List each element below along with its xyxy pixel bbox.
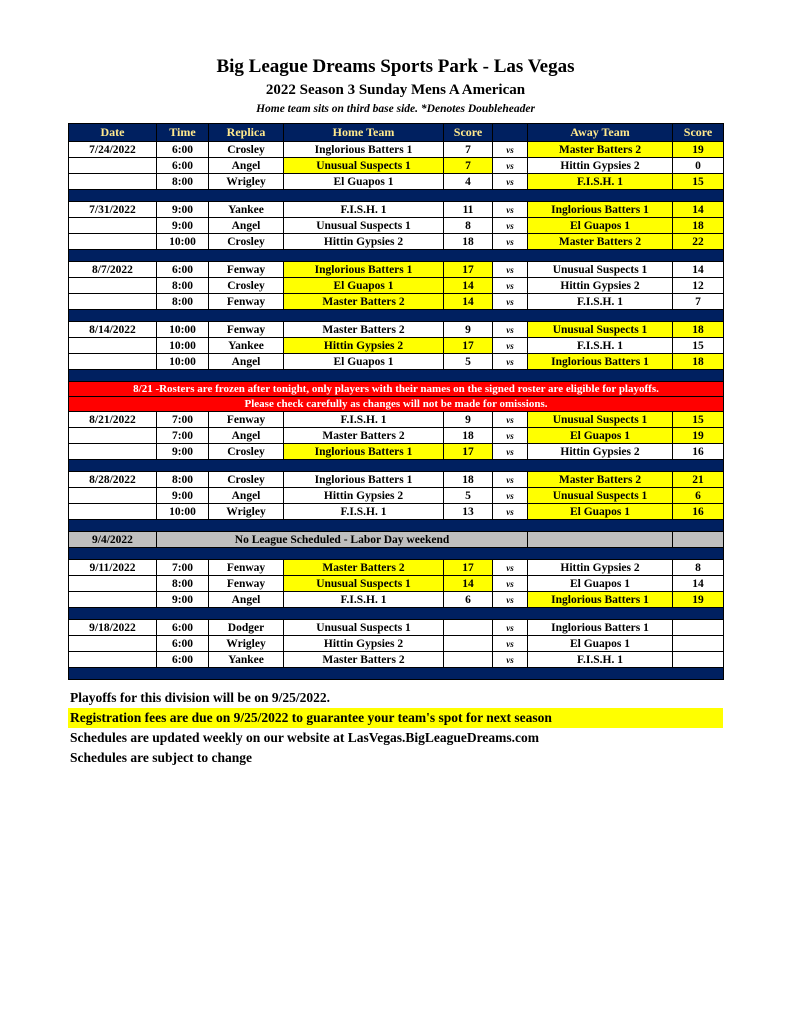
separator-row	[69, 190, 724, 202]
date-cell	[69, 428, 157, 444]
vs-label: vs	[493, 472, 528, 488]
date-cell	[69, 234, 157, 250]
vs-label: vs	[493, 412, 528, 428]
game-row	[69, 472, 724, 488]
home-team-cell: Master Batters 2	[284, 294, 444, 310]
date-cell: 8/21/2022	[69, 412, 157, 428]
home-score-cell: 14	[444, 278, 493, 294]
vs-label: vs	[493, 354, 528, 370]
game-row	[69, 338, 724, 354]
no-league-text: No League Scheduled - Labor Day weekend	[157, 532, 528, 548]
game-row	[69, 174, 724, 190]
home-score-cell: 11	[444, 202, 493, 218]
away-score-cell: 18	[673, 322, 724, 338]
home-score-cell: 14	[444, 576, 493, 592]
away-score-cell	[673, 652, 724, 668]
home-score-cell: 13	[444, 504, 493, 520]
home-score-cell: 17	[444, 444, 493, 460]
date-cell: 9/11/2022	[69, 560, 157, 576]
replica-cell: Crosley	[209, 444, 284, 460]
away-team-cell: Inglorious Batters 1	[528, 592, 673, 608]
away-team-cell: Hittin Gypsies 2	[528, 560, 673, 576]
game-row	[69, 636, 724, 652]
home-team-cell: Unusual Suspects 1	[284, 576, 444, 592]
replica-cell: Yankee	[209, 338, 284, 354]
time-cell: 8:00	[157, 174, 209, 190]
time-cell: 6:00	[157, 142, 209, 158]
away-team-cell: Unusual Suspects 1	[528, 322, 673, 338]
home-team-cell: Master Batters 2	[284, 652, 444, 668]
away-team-cell: F.I.S.H. 1	[528, 174, 673, 190]
game-row	[69, 202, 724, 218]
home-score-cell: 17	[444, 262, 493, 278]
vs-label: vs	[493, 652, 528, 668]
away-score-cell	[673, 636, 724, 652]
table-header-cell-2: Replica	[209, 124, 284, 142]
time-cell: 6:00	[157, 620, 209, 636]
away-score-cell: 19	[673, 428, 724, 444]
time-cell: 10:00	[157, 338, 209, 354]
home-team-cell: Inglorious Batters 1	[284, 472, 444, 488]
home-team-note: Home team sits on third base side. *Denotes Doubleheader	[256, 103, 535, 115]
vs-label: vs	[493, 202, 528, 218]
replica-cell: Yankee	[209, 652, 284, 668]
vs-label: vs	[493, 444, 528, 460]
away-score-cell: 8	[673, 560, 724, 576]
time-cell: 10:00	[157, 354, 209, 370]
date-cell	[69, 278, 157, 294]
replica-cell: Fenway	[209, 560, 284, 576]
date-cell	[69, 504, 157, 520]
home-score-cell: 7	[444, 158, 493, 174]
vs-label: vs	[493, 322, 528, 338]
separator-row	[69, 520, 724, 532]
away-team-cell: Inglorious Batters 1	[528, 354, 673, 370]
replica-cell: Fenway	[209, 294, 284, 310]
replica-cell: Yankee	[209, 202, 284, 218]
away-team-cell: F.I.S.H. 1	[528, 338, 673, 354]
away-score-cell: 12	[673, 278, 724, 294]
away-score-cell: 0	[673, 158, 724, 174]
away-score-cell: 14	[673, 576, 724, 592]
away-team-cell: Hittin Gypsies 2	[528, 444, 673, 460]
vs-label: vs	[493, 488, 528, 504]
home-team-cell: F.I.S.H. 1	[284, 592, 444, 608]
replica-cell: Angel	[209, 158, 284, 174]
home-team-cell: El Guapos 1	[284, 278, 444, 294]
date-cell	[69, 294, 157, 310]
footer-line: Playoffs for this division will be on 9/25/2022.	[70, 690, 331, 705]
replica-cell: Fenway	[209, 576, 284, 592]
home-team-cell: Unusual Suspects 1	[284, 158, 444, 174]
away-team-cell: Master Batters 2	[528, 234, 673, 250]
away-team-cell: El Guapos 1	[528, 636, 673, 652]
table-header-cell-6: Away Team	[528, 124, 673, 142]
game-row	[69, 652, 724, 668]
roster-banner-row	[69, 397, 724, 412]
date-cell: 9/18/2022	[69, 620, 157, 636]
date-cell	[69, 338, 157, 354]
page-title: Big League Dreams Sports Park - Las Vegas	[216, 56, 575, 77]
away-team-cell: Unusual Suspects 1	[528, 262, 673, 278]
replica-cell: Dodger	[209, 620, 284, 636]
time-cell: 9:00	[157, 592, 209, 608]
separator-bar	[69, 370, 724, 382]
away-score-cell: 16	[673, 504, 724, 520]
date-cell	[69, 218, 157, 234]
time-cell: 7:00	[157, 412, 209, 428]
table-header-row	[69, 124, 724, 142]
vs-label: vs	[493, 142, 528, 158]
home-score-cell: 5	[444, 354, 493, 370]
home-score-cell: 18	[444, 234, 493, 250]
time-cell: 8:00	[157, 576, 209, 592]
away-team-cell: Unusual Suspects 1	[528, 412, 673, 428]
vs-label: vs	[493, 294, 528, 310]
home-team-cell: F.I.S.H. 1	[284, 202, 444, 218]
date-cell: 8/14/2022	[69, 322, 157, 338]
home-score-cell: 7	[444, 142, 493, 158]
game-row	[69, 262, 724, 278]
date-cell: 7/24/2022	[69, 142, 157, 158]
home-team-cell: Hittin Gypsies 2	[284, 234, 444, 250]
game-row	[69, 322, 724, 338]
footer-line: Registration fees are due on 9/25/2022 to guarantee your team's spot for next season	[68, 708, 723, 728]
date-cell	[69, 652, 157, 668]
home-team-cell: F.I.S.H. 1	[284, 412, 444, 428]
time-cell: 8:00	[157, 294, 209, 310]
vs-label: vs	[493, 262, 528, 278]
replica-cell: Angel	[209, 592, 284, 608]
away-score-cell: 19	[673, 592, 724, 608]
roster-banner-row	[69, 382, 724, 397]
home-score-cell: 5	[444, 488, 493, 504]
footer-line: Schedules are subject to change	[70, 750, 252, 765]
replica-cell: Crosley	[209, 142, 284, 158]
away-team-cell: El Guapos 1	[528, 428, 673, 444]
separator-bar	[69, 668, 724, 680]
date-cell	[69, 592, 157, 608]
replica-cell: Crosley	[209, 472, 284, 488]
game-row	[69, 218, 724, 234]
time-cell: 9:00	[157, 488, 209, 504]
away-score-cell: 16	[673, 444, 724, 460]
home-score-cell: 6	[444, 592, 493, 608]
home-team-cell: Inglorious Batters 1	[284, 142, 444, 158]
footer-notes	[68, 688, 723, 768]
home-score-cell: 18	[444, 428, 493, 444]
vs-label: vs	[493, 338, 528, 354]
game-row	[69, 576, 724, 592]
time-cell: 8:00	[157, 278, 209, 294]
time-cell: 7:00	[157, 560, 209, 576]
home-team-cell: Inglorious Batters 1	[284, 444, 444, 460]
vs-label: vs	[493, 560, 528, 576]
game-row	[69, 444, 724, 460]
away-team-cell: Inglorious Batters 1	[528, 620, 673, 636]
game-row	[69, 278, 724, 294]
home-team-cell: Hittin Gypsies 2	[284, 338, 444, 354]
away-score-cell: 21	[673, 472, 724, 488]
home-team-cell: El Guapos 1	[284, 174, 444, 190]
table-header-cell-0: Date	[69, 124, 157, 142]
replica-cell: Angel	[209, 488, 284, 504]
away-score-cell: 18	[673, 354, 724, 370]
time-cell: 10:00	[157, 322, 209, 338]
home-score-cell: 4	[444, 174, 493, 190]
away-team-cell: F.I.S.H. 1	[528, 652, 673, 668]
home-score-cell: 18	[444, 472, 493, 488]
home-team-cell: Master Batters 2	[284, 322, 444, 338]
game-row	[69, 592, 724, 608]
home-score-cell	[444, 636, 493, 652]
replica-cell: Angel	[209, 354, 284, 370]
date-cell	[69, 636, 157, 652]
replica-cell: Angel	[209, 428, 284, 444]
home-score-cell: 8	[444, 218, 493, 234]
vs-label: vs	[493, 234, 528, 250]
separator-row	[69, 460, 724, 472]
replica-cell: Crosley	[209, 278, 284, 294]
home-team-cell: Unusual Suspects 1	[284, 218, 444, 234]
time-cell: 6:00	[157, 636, 209, 652]
game-row	[69, 504, 724, 520]
home-team-cell: Inglorious Batters 1	[284, 262, 444, 278]
schedule-table-body	[69, 142, 724, 680]
date-cell	[69, 354, 157, 370]
game-row	[69, 412, 724, 428]
time-cell: 10:00	[157, 504, 209, 520]
separator-row	[69, 608, 724, 620]
home-score-cell: 17	[444, 560, 493, 576]
away-team-cell: Hittin Gypsies 2	[528, 158, 673, 174]
date-cell	[69, 174, 157, 190]
schedule-table	[68, 123, 724, 680]
time-cell: 6:00	[157, 158, 209, 174]
vs-label: vs	[493, 278, 528, 294]
separator-row	[69, 668, 724, 680]
date-cell	[69, 444, 157, 460]
replica-cell: Angel	[209, 218, 284, 234]
separator-bar	[69, 190, 724, 202]
vs-label: vs	[493, 218, 528, 234]
home-team-cell: El Guapos 1	[284, 354, 444, 370]
home-score-cell: 14	[444, 294, 493, 310]
time-cell: 8:00	[157, 472, 209, 488]
away-score-cell: 18	[673, 218, 724, 234]
no-league-row	[69, 532, 724, 548]
away-team-cell: Hittin Gypsies 2	[528, 278, 673, 294]
away-score-cell: 22	[673, 234, 724, 250]
time-cell: 9:00	[157, 202, 209, 218]
away-team-cell: Master Batters 2	[528, 142, 673, 158]
separator-bar	[69, 548, 724, 560]
away-score-cell: 15	[673, 338, 724, 354]
vs-label: vs	[493, 174, 528, 190]
home-score-cell: 9	[444, 412, 493, 428]
date-cell	[69, 158, 157, 174]
date-cell: 7/31/2022	[69, 202, 157, 218]
away-team-cell: El Guapos 1	[528, 576, 673, 592]
away-team-cell: Inglorious Batters 1	[528, 202, 673, 218]
time-cell: 9:00	[157, 444, 209, 460]
away-team-cell: El Guapos 1	[528, 504, 673, 520]
replica-cell: Wrigley	[209, 504, 284, 520]
game-row	[69, 354, 724, 370]
home-team-cell: F.I.S.H. 1	[284, 504, 444, 520]
home-team-cell: Master Batters 2	[284, 428, 444, 444]
home-team-cell: Master Batters 2	[284, 560, 444, 576]
home-score-cell: 17	[444, 338, 493, 354]
away-team-cell: El Guapos 1	[528, 218, 673, 234]
roster-banner-text: Please check carefully as changes will not be made for omissions.	[69, 397, 724, 412]
away-score-cell: 15	[673, 412, 724, 428]
date-cell: 9/4/2022	[69, 532, 157, 548]
game-row	[69, 234, 724, 250]
game-row	[69, 294, 724, 310]
date-cell: 8/28/2022	[69, 472, 157, 488]
table-header-vs-spacer	[493, 124, 528, 142]
away-score-cell: 19	[673, 142, 724, 158]
away-score-cell	[673, 620, 724, 636]
replica-cell: Fenway	[209, 322, 284, 338]
away-score-cell: 6	[673, 488, 724, 504]
away-team-cell	[528, 532, 673, 548]
vs-label: vs	[493, 636, 528, 652]
table-header-cell-7: Score	[673, 124, 724, 142]
separator-row	[69, 250, 724, 262]
home-score-cell	[444, 652, 493, 668]
date-cell	[69, 576, 157, 592]
date-cell	[69, 488, 157, 504]
table-header-cell-3: Home Team	[284, 124, 444, 142]
roster-banner-text: 8/21 -Rosters are frozen after tonight, only players with their names on the signed roster are eligible for playoffs.	[69, 382, 724, 397]
vs-label: vs	[493, 428, 528, 444]
separator-bar	[69, 460, 724, 472]
table-header-cell-1: Time	[157, 124, 209, 142]
away-score-cell: 14	[673, 202, 724, 218]
away-team-cell: Unusual Suspects 1	[528, 488, 673, 504]
game-row	[69, 158, 724, 174]
separator-row	[69, 370, 724, 382]
vs-label: vs	[493, 158, 528, 174]
away-score-cell: 15	[673, 174, 724, 190]
time-cell: 6:00	[157, 262, 209, 278]
replica-cell: Wrigley	[209, 636, 284, 652]
time-cell: 6:00	[157, 652, 209, 668]
separator-bar	[69, 608, 724, 620]
vs-label: vs	[493, 504, 528, 520]
time-cell: 9:00	[157, 218, 209, 234]
replica-cell: Fenway	[209, 262, 284, 278]
vs-label: vs	[493, 576, 528, 592]
vs-label: vs	[493, 620, 528, 636]
game-row	[69, 428, 724, 444]
separator-bar	[69, 520, 724, 532]
game-row	[69, 620, 724, 636]
away-team-cell: F.I.S.H. 1	[528, 294, 673, 310]
vs-label: vs	[493, 592, 528, 608]
game-row	[69, 488, 724, 504]
replica-cell: Crosley	[209, 234, 284, 250]
time-cell: 10:00	[157, 234, 209, 250]
home-score-cell	[444, 620, 493, 636]
away-team-cell: Master Batters 2	[528, 472, 673, 488]
date-cell: 8/7/2022	[69, 262, 157, 278]
separator-row	[69, 310, 724, 322]
separator-bar	[69, 310, 724, 322]
table-header-cell-4: Score	[444, 124, 493, 142]
away-score-cell: 14	[673, 262, 724, 278]
game-row	[69, 560, 724, 576]
home-score-cell: 9	[444, 322, 493, 338]
replica-cell: Fenway	[209, 412, 284, 428]
separator-bar	[69, 250, 724, 262]
home-team-cell: Unusual Suspects 1	[284, 620, 444, 636]
away-score-cell	[673, 532, 724, 548]
replica-cell: Wrigley	[209, 174, 284, 190]
game-row	[69, 142, 724, 158]
footer-line: Schedules are updated weekly on our website at LasVegas.BigLeagueDreams.com	[70, 730, 540, 745]
time-cell: 7:00	[157, 428, 209, 444]
home-team-cell: Hittin Gypsies 2	[284, 488, 444, 504]
separator-row	[69, 548, 724, 560]
away-score-cell: 7	[673, 294, 724, 310]
home-team-cell: Hittin Gypsies 2	[284, 636, 444, 652]
page-subtitle: 2022 Season 3 Sunday Mens A American	[265, 82, 526, 98]
